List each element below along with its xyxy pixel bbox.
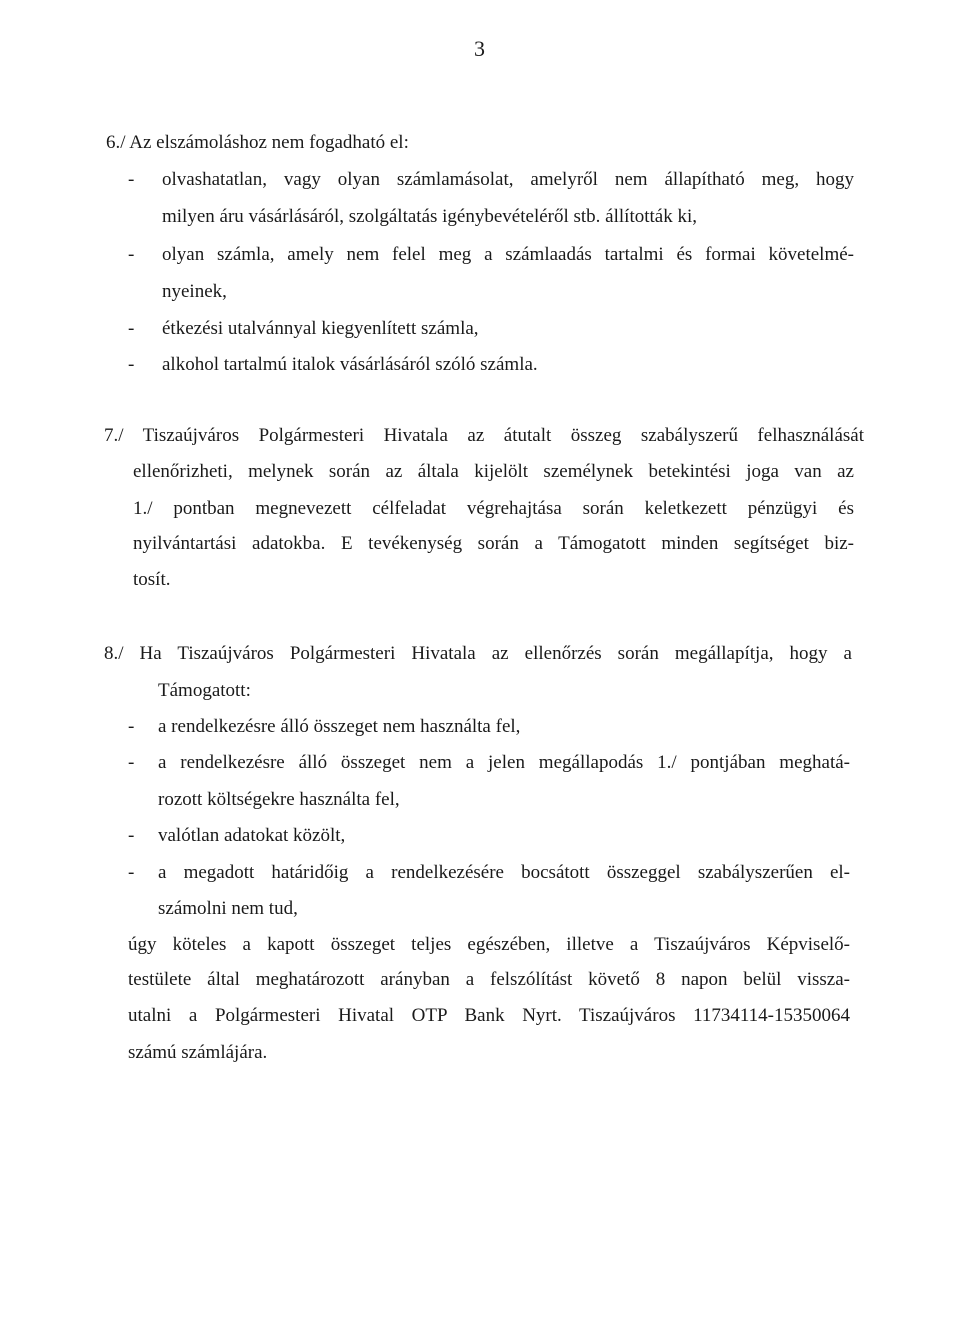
list-bullet-dash: - bbox=[128, 354, 135, 375]
section-7-line-4: nyilvántartási adatokba. E tevékenység során a Támogatott minden segítséget biz- bbox=[133, 533, 854, 554]
list-bullet-dash: - bbox=[128, 862, 135, 883]
list-bullet-dash: - bbox=[128, 752, 135, 773]
section-8-closing-line-3: utalni a Polgármesteri Hivatal OTP Bank Nyrt. Tiszaújváros 11734114-15350064 bbox=[128, 1005, 850, 1026]
list-bullet-dash: - bbox=[128, 318, 135, 339]
section-6-item-2-line-2: nyeinek, bbox=[162, 281, 227, 302]
section-6-item-2-line-1: olyan számla, amely nem felel meg a számlaadás tartalmi és formai követelmé- bbox=[162, 244, 854, 265]
page-number: 3 bbox=[474, 36, 485, 61]
section-8-item-2-line-2: rozott költségekre használta fel, bbox=[158, 789, 400, 810]
section-8-closing-line-2: testülete által meghatározott arányban a felszólítást követő 8 napon belül vissza- bbox=[128, 969, 850, 990]
section-8-item-1-line-1: a rendelkezésre álló összeget nem használta fel, bbox=[158, 716, 521, 737]
section-8-item-3-line-1: valótlan adatokat közölt, bbox=[158, 825, 346, 846]
section-7-line-3: 1./ pontban megnevezett célfeladat végrehajtása során keletkezett pénzügyi és bbox=[133, 498, 854, 519]
list-bullet-dash: - bbox=[128, 825, 135, 846]
section-8-line-2: Támogatott: bbox=[158, 680, 251, 701]
section-7-line-1: 7./ Tiszaújváros Polgármesteri Hivatala az átutalt összeg szabályszerű felhasználását bbox=[104, 425, 864, 446]
section-6-heading: 6./ Az elszámoláshoz nem fogadható el: bbox=[106, 132, 409, 153]
section-7-line-2: ellenőrizheti, melynek során az általa kijelölt személynek betekintési joga van az bbox=[133, 461, 854, 482]
section-8-item-4-line-2: számolni nem tud, bbox=[158, 898, 298, 919]
section-7-line-5: tosít. bbox=[133, 569, 171, 590]
section-8-line-1: 8./ Ha Tiszaújváros Polgármesteri Hivatala az ellenőrzés során megállapítja, hogy a bbox=[104, 643, 852, 664]
section-6-item-3-line-1: étkezési utalvánnyal kiegyenlített számla, bbox=[162, 318, 479, 339]
section-8-closing-line-4: számú számlájára. bbox=[128, 1042, 268, 1063]
section-6-item-4-line-1: alkohol tartalmú italok vásárlásáról szóló számla. bbox=[162, 354, 538, 375]
section-8-closing-line-1: úgy köteles a kapott összeget teljes egészében, illetve a Tiszaújváros Képviselő- bbox=[128, 934, 850, 955]
section-8-item-2-line-1: a rendelkezésre álló összeget nem a jelen megállapodás 1./ pontjában meghatá- bbox=[158, 752, 850, 773]
section-8-item-4-line-1: a megadott határidőig a rendelkezésére bocsátott összeggel szabályszerűen el- bbox=[158, 862, 850, 883]
section-6-item-1-line-2: milyen áru vásárlásáról, szolgáltatás igénybevételéről stb. állították ki, bbox=[162, 206, 697, 227]
list-bullet-dash: - bbox=[128, 716, 135, 737]
section-6-item-1-line-1: olvashatatlan, vagy olyan számlamásolat, amelyről nem állapítható meg, hogy bbox=[162, 169, 854, 190]
list-bullet-dash: - bbox=[128, 244, 135, 265]
list-bullet-dash: - bbox=[128, 169, 135, 190]
